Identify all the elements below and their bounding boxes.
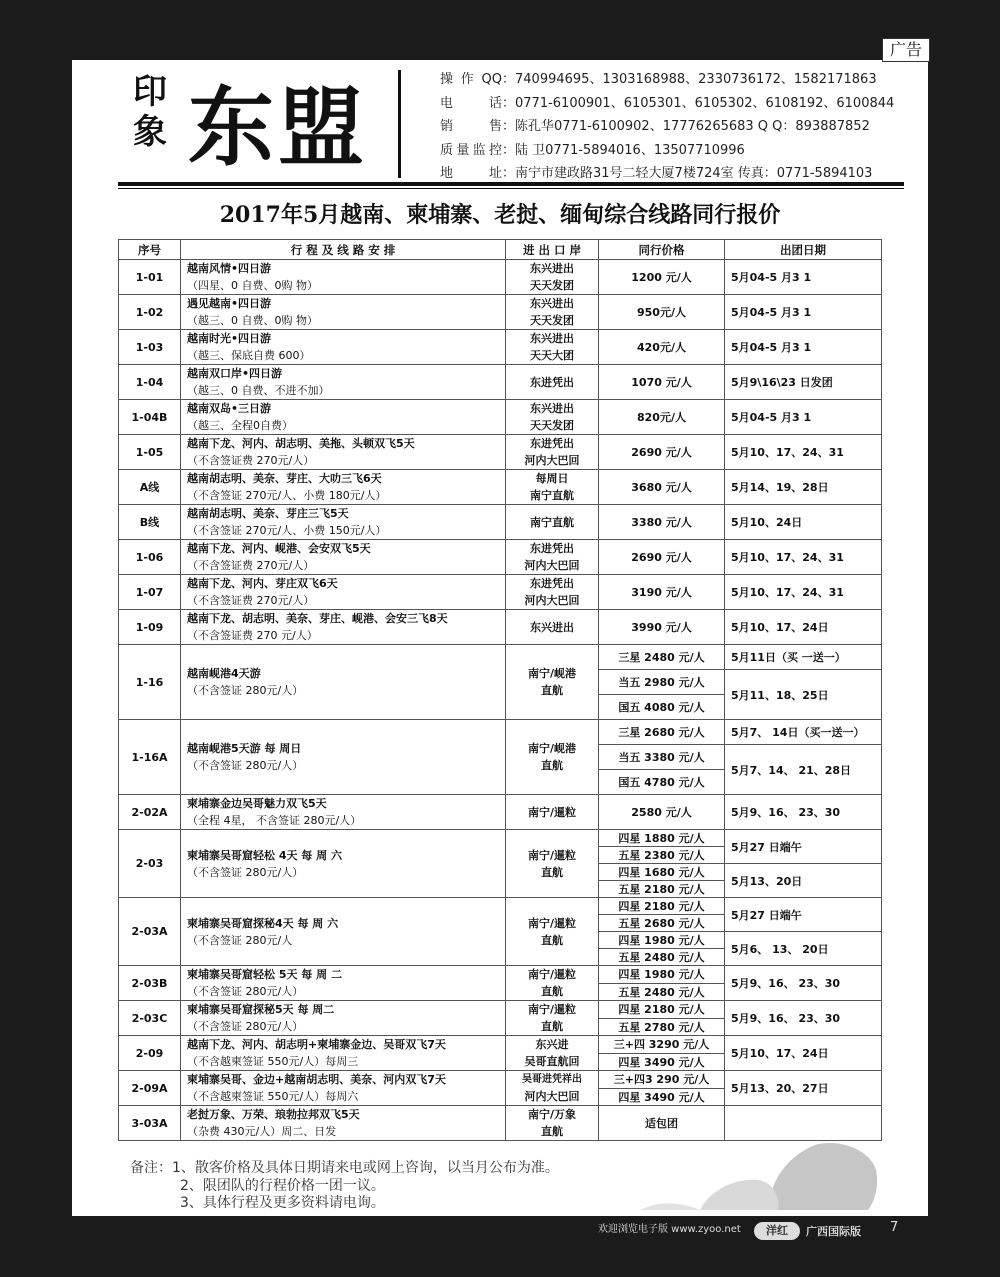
table-row [119, 575, 882, 610]
footer-edition: 广西国际版 [806, 1225, 861, 1238]
header-rule-thin [118, 188, 904, 189]
route-note: （不含签证费 270元/人） [187, 454, 315, 467]
route-note: （越三、保底自费 600） [187, 349, 311, 362]
port-cell [506, 795, 599, 830]
price-cell: 950元/人 [599, 295, 725, 330]
table-row [119, 540, 882, 575]
date-cell: 5月10、24日 [725, 505, 882, 540]
port-line: 河内大巴回 [524, 454, 580, 467]
table-row [119, 505, 882, 540]
route-cell [181, 610, 506, 645]
port-line: 直航 [541, 1020, 563, 1033]
route-name: 越南下龙、胡志明、美奈、芽庄、岘港、会安三飞8天 [187, 612, 448, 625]
date-cell: 5月13、20日 [725, 864, 882, 898]
price-cell: 三星 2680 元/人 [599, 720, 725, 745]
route-name: 越南时光•四日游 [187, 332, 272, 345]
price-cell: 当五 3380 元/人 [599, 745, 725, 770]
price-cell: 2690 元/人 [599, 435, 725, 470]
logo-divider [398, 70, 401, 178]
contact-label: 质量监控 [440, 142, 502, 158]
date-cell: 5月04-5 月3 1 [725, 400, 882, 435]
route-cell [181, 295, 506, 330]
route-note: （不含越柬签证 550元/人）每周六 [187, 1090, 359, 1103]
price-cell: 820元/人 [599, 400, 725, 435]
route-note: （不含签证 270元/人、小费 180元/人） [187, 489, 387, 502]
port-cell [506, 1001, 599, 1036]
price-cell: 五星 2480 元/人 [599, 983, 725, 1001]
port-line: 每周日 [535, 472, 569, 485]
port-line: 天天发团 [530, 314, 574, 327]
route-note: （全程 4星， 不含签证 280元/人） [187, 814, 362, 827]
port-cell [506, 1106, 599, 1141]
header-route: 行 程 及 线 路 安 排 [181, 240, 506, 260]
price-cell: 当五 2980 元/人 [599, 670, 725, 695]
price-cell: 3680 元/人 [599, 470, 725, 505]
date-cell: 5月10、17、24日 [725, 1036, 882, 1071]
route-name: 柬埔寨吴哥窟轻松 5天 每 周 二 [187, 968, 342, 981]
price-cell: 五星 2480 元/人 [599, 949, 725, 966]
port-cell [506, 898, 599, 966]
port-cell [506, 470, 599, 505]
date-cell: 5月10、17、24、31 [725, 540, 882, 575]
price-cell: 五星 2180 元/人 [599, 881, 725, 898]
route-name: 遇见越南•四日游 [187, 297, 272, 310]
port-line: 南宁/暹粒 [527, 848, 577, 862]
port-line: 直航 [541, 1125, 563, 1138]
table-row [119, 1036, 882, 1054]
note-row [130, 1160, 559, 1178]
route-id: A线 [119, 470, 181, 505]
price-cell: 3190 元/人 [599, 575, 725, 610]
port-cell [506, 540, 599, 575]
route-cell [181, 1071, 506, 1106]
price-cell: 五星 2380 元/人 [599, 847, 725, 864]
route-id: 1-04B [119, 400, 181, 435]
table-row [119, 470, 882, 505]
notes-block [130, 1160, 559, 1213]
route-note: （不含签证 270元/人、小费 150元/人） [187, 524, 387, 537]
route-name: 柬埔寨金边吴哥魅力双飞5天 [187, 797, 327, 810]
contact-row-quality: 质量监控：陆 卫0771-5894016、13507710996 [440, 139, 894, 163]
price-cell: 3990 元/人 [599, 610, 725, 645]
route-id: 2-09A [119, 1071, 181, 1106]
price-cell: 2690 元/人 [599, 540, 725, 575]
route-id: 1-05 [119, 435, 181, 470]
port-line: 东兴进出 [530, 332, 574, 345]
date-cell: 5月11日（买 一送一） [725, 645, 882, 670]
port-cell [506, 295, 599, 330]
port-line: 东兴进出 [530, 620, 574, 634]
note-row [130, 1178, 559, 1196]
price-cell: 五星 2680 元/人 [599, 915, 725, 932]
route-note: （不含签证 280元/人） [187, 684, 304, 697]
logo-main-text: 东盟 [188, 77, 368, 178]
price-cell: 适包团 [599, 1106, 725, 1141]
table-row [119, 610, 882, 645]
price-cell: 四星 3490 元/人 [599, 1088, 725, 1106]
price-cell: 三星 2480 元/人 [599, 645, 725, 670]
route-id: 1-16 [119, 645, 181, 720]
note-text: 3、具体行程及更多资料请电询。 [180, 1195, 385, 1211]
port-line: 东兴进 [535, 1038, 569, 1051]
route-id: 1-06 [119, 540, 181, 575]
port-line: 东进凭出 [530, 542, 574, 555]
port-cell [506, 966, 599, 1001]
table-header-row [119, 240, 882, 260]
page-number: 7 [890, 1220, 899, 1235]
port-line: 东兴进出 [530, 402, 574, 415]
footer-logo: 洋红 [754, 1222, 800, 1240]
route-cell [181, 966, 506, 1001]
port-line: 东进凭出 [530, 375, 574, 389]
date-cell: 5月27 日端午 [725, 898, 882, 932]
port-line: 直航 [541, 985, 563, 998]
contact-row-address: 地址：南宁市建政路31号二轻大厦7楼724室 传真：0771-5894103 [440, 162, 894, 186]
port-line: 天天大团 [530, 349, 574, 362]
note-text: 2、限团队的行程价格一团一议。 [180, 1177, 385, 1194]
price-cell: 四星 1880 元/人 [599, 830, 725, 847]
route-note: （越三、0 自费、0购 物） [187, 314, 318, 327]
route-cell [181, 830, 506, 898]
port-cell [506, 1071, 599, 1106]
contact-label: 操作QQ [440, 72, 502, 87]
table-row [119, 330, 882, 365]
header-rule-thick [118, 182, 904, 186]
note-row [130, 1195, 559, 1213]
table-row [119, 400, 882, 435]
port-cell [506, 330, 599, 365]
route-name: 老挝万象、万荣、琅勃拉邦双飞5天 [187, 1108, 360, 1121]
port-line: 东兴进出 [530, 297, 574, 310]
port-line: 吴哥直航回 [524, 1055, 580, 1068]
route-name: 越南胡志明、美奈、芽庄、大叻三飞6天 [187, 472, 382, 485]
port-cell [506, 1036, 599, 1071]
port-line: 南宁/暹粒 [527, 805, 577, 819]
price-cell: 四星 3490 元/人 [599, 1053, 725, 1071]
route-cell [181, 365, 506, 400]
route-note: （越三、全程0自费） [187, 419, 293, 432]
price-cell: 1200 元/人 [599, 260, 725, 295]
route-cell [181, 720, 506, 795]
price-table [118, 239, 882, 1141]
route-name: 柬埔寨吴哥窟探秘5天 每 周二 [187, 1003, 335, 1016]
route-id: 2-03 [119, 830, 181, 898]
route-note: （不含越柬签证 550元/人）每周三 [187, 1055, 359, 1068]
route-name: 柬埔寨吴哥、金边+越南胡志明、美奈、河内双飞7天 [187, 1073, 446, 1086]
header-port: 进 出 口 岸 [506, 240, 599, 260]
route-name: 越南双口岸•四日游 [187, 367, 283, 380]
route-note: （杂费 430元/人）周二、日发 [187, 1125, 337, 1138]
port-line: 直航 [541, 759, 563, 772]
port-cell [506, 260, 599, 295]
route-id: 2-03A [119, 898, 181, 966]
port-cell [506, 645, 599, 720]
price-cell: 四星 1980 元/人 [599, 966, 725, 984]
header-price: 同行价格 [599, 240, 725, 260]
table-row [119, 720, 882, 745]
port-line: 天天发团 [530, 279, 574, 292]
contact-label: 电话 [440, 95, 502, 111]
port-cell [506, 435, 599, 470]
route-name: 越南下龙、河内、胡志明、美拖、头顿双飞5天 [187, 437, 415, 450]
contact-row-phone: 电话：0771-6100901、6105301、6105302、6108192、6100844 [440, 92, 894, 116]
port-line: 南宁直航 [530, 515, 574, 529]
port-line: 河内大巴回 [524, 1090, 580, 1103]
route-id: 2-03B [119, 966, 181, 1001]
route-name: 柬埔寨吴哥窟探秘4天 每 周 六 [187, 916, 339, 930]
port-line: 河内大巴回 [524, 594, 580, 607]
route-note: （不含签证费 270元/人） [187, 594, 315, 607]
route-cell [181, 435, 506, 470]
price-cell: 国五 4080 元/人 [599, 695, 725, 720]
route-note: （不含签证 280元/人） [187, 759, 304, 772]
route-note: （不含签证 280元/人 [187, 933, 293, 947]
table-row [119, 1001, 882, 1019]
date-cell: 5月27 日端午 [725, 830, 882, 864]
route-name: 越南风情•四日游 [187, 262, 272, 275]
date-cell: 5月04-5 月3 1 [725, 295, 882, 330]
table-row [119, 435, 882, 470]
route-id: 2-09 [119, 1036, 181, 1071]
route-note: （四星、0 自费、0购 物） [187, 279, 318, 292]
table-row [119, 295, 882, 330]
port-line: 河内大巴回 [524, 559, 580, 572]
route-note: （越三、0 自费、不进不加） [187, 384, 330, 397]
table-row [119, 365, 882, 400]
port-line: 天天发团 [530, 419, 574, 432]
price-cell: 国五 4780 元/人 [599, 770, 725, 795]
route-id: 2-02A [119, 795, 181, 830]
route-name: 柬埔寨吴哥窟轻松 4天 每 周 六 [187, 848, 342, 862]
port-line: 东兴进出 [530, 262, 574, 275]
date-cell: 5月9\16\23 日发团 [725, 365, 882, 400]
table-row [119, 966, 882, 984]
note-text: 1、散客价格及具体日期请来电或网上咨询，以当月公布为准。 [172, 1160, 559, 1176]
contact-value: 陈孔华0771-6100902、17776265683 Q Q：893887852 [515, 119, 870, 134]
route-cell [181, 575, 506, 610]
port-line: 东进凭出 [530, 577, 574, 590]
table-row [119, 830, 882, 847]
logo-char-xiang: 象 [133, 112, 167, 152]
route-cell [181, 260, 506, 295]
port-line: 南宁/岘港 [527, 742, 577, 755]
price-cell: 四星 1980 元/人 [599, 932, 725, 949]
price-cell: 四星 2180 元/人 [599, 1001, 725, 1019]
route-cell [181, 540, 506, 575]
date-cell: 5月7、14、 21、28日 [725, 745, 882, 795]
date-cell: 5月14、19、28日 [725, 470, 882, 505]
karst-rock-illustration [640, 1060, 880, 1210]
price-cell: 2580 元/人 [599, 795, 725, 830]
logo-small-characters [128, 72, 172, 152]
route-id: 1-04 [119, 365, 181, 400]
route-id: 1-16A [119, 720, 181, 795]
price-cell: 1070 元/人 [599, 365, 725, 400]
port-cell [506, 505, 599, 540]
port-line: 南宁/暹粒 [527, 968, 577, 981]
notes-label: 备注： [130, 1160, 172, 1176]
date-cell: 5月04-5 月3 1 [725, 330, 882, 365]
route-id: 3-03A [119, 1106, 181, 1141]
date-cell: 5月7、 14日（买一送一） [725, 720, 882, 745]
contact-label: 地址 [440, 166, 502, 181]
route-id: 1-02 [119, 295, 181, 330]
route-cell [181, 470, 506, 505]
route-cell [181, 400, 506, 435]
table-row [119, 898, 882, 915]
header-date: 出团日期 [725, 240, 882, 260]
date-cell: 5月11、18、25日 [725, 670, 882, 720]
port-line: 直航 [541, 684, 563, 697]
route-name: 越南下龙、河内、岘港、会安双飞5天 [187, 542, 371, 555]
date-cell: 5月10、17、24、31 [725, 575, 882, 610]
route-cell [181, 1106, 506, 1141]
table-row [119, 260, 882, 295]
route-cell [181, 1036, 506, 1071]
footer-browse-text: 欢迎浏览电子版 www.zyoo.net [598, 1224, 741, 1235]
route-cell [181, 645, 506, 720]
route-note: （不含签证 280元/人） [187, 985, 304, 998]
contact-row-qq: 操作QQ：740994695、1303168988、2330736172、1582171863 [440, 68, 894, 92]
contact-value: 陆 卫0771-5894016、13507710996 [515, 142, 745, 158]
contact-row-sales: 销售：陈孔华0771-6100902、17776265683 Q Q：893887852 [440, 115, 894, 139]
route-note: （不含签证费 270 元/人） [187, 629, 318, 642]
port-line: 南宁/暹粒 [527, 1003, 577, 1016]
route-id: 1-03 [119, 330, 181, 365]
port-line: 南宁/暹粒 [527, 916, 577, 930]
ad-tag: 广告 [882, 38, 930, 62]
route-id: 1-09 [119, 610, 181, 645]
header-id: 序号 [119, 240, 181, 260]
contact-value: 740994695、1303168988、2330736172、1582171863 [515, 72, 877, 87]
port-line: 南宁直航 [530, 489, 574, 502]
table-row [119, 795, 882, 830]
route-cell [181, 1001, 506, 1036]
route-note: （不含签证 280元/人） [187, 865, 304, 879]
route-name: 越南双岛•三日游 [187, 402, 272, 415]
route-name: 越南下龙、河内、芽庄双飞6天 [187, 577, 338, 590]
port-line: 南宁/万象 [527, 1108, 577, 1121]
date-cell: 5月13、20、27日 [725, 1071, 882, 1106]
port-line: 吴哥进凭祥出 [522, 1074, 582, 1085]
port-cell [506, 610, 599, 645]
contact-block [440, 68, 894, 186]
port-cell [506, 365, 599, 400]
route-name: 越南岘港5天游 每 周日 [187, 742, 302, 755]
date-cell: 5月9、16、 23、30 [725, 1001, 882, 1036]
date-cell: 5月9、16、 23、30 [725, 795, 882, 830]
contact-label: 销售 [440, 119, 502, 134]
date-cell: 5月10、17、24、31 [725, 435, 882, 470]
price-cell: 四星 1680 元/人 [599, 864, 725, 881]
port-line: 东进凭出 [530, 437, 574, 450]
price-cell: 三+四3 290 元/人 [599, 1071, 725, 1089]
price-cell: 3380 元/人 [599, 505, 725, 540]
route-note: （不含签证费 270元/人） [187, 559, 315, 572]
route-name: 越南岘港4天游 [187, 667, 261, 680]
contact-value: 南宁市建政路31号二轻大厦7楼724室 传真：0771-5894103 [515, 166, 873, 181]
date-cell: 5月6、 13、 20日 [725, 932, 882, 966]
route-cell [181, 795, 506, 830]
route-name: 越南胡志明、美奈、芽庄三飞5天 [187, 507, 349, 520]
price-cell: 420元/人 [599, 330, 725, 365]
port-line: 直航 [541, 933, 563, 947]
price-cell: 三+四 3290 元/人 [599, 1036, 725, 1054]
port-cell [506, 720, 599, 795]
port-cell [506, 575, 599, 610]
table-row [119, 645, 882, 670]
route-id: 1-07 [119, 575, 181, 610]
port-line: 南宁/岘港 [527, 667, 577, 680]
route-note: （不含签证 280元/人） [187, 1020, 304, 1033]
route-id: 2-03C [119, 1001, 181, 1036]
route-cell [181, 505, 506, 540]
route-cell [181, 330, 506, 365]
port-cell [506, 400, 599, 435]
contact-value: 0771-6100901、6105301、6105302、6108192、6100844 [515, 95, 895, 111]
port-line: 直航 [541, 865, 563, 879]
date-cell: 5月04-5 月3 1 [725, 260, 882, 295]
route-name: 越南下龙、河内、胡志明+柬埔寨金边、吴哥双飞7天 [187, 1038, 446, 1051]
date-cell: 5月10、17、24日 [725, 610, 882, 645]
route-cell [181, 898, 506, 966]
port-cell [506, 830, 599, 898]
price-cell: 五星 2780 元/人 [599, 1018, 725, 1036]
route-id: B线 [119, 505, 181, 540]
route-id: 1-01 [119, 260, 181, 295]
page-title: 2017年5月越南、柬埔寨、老挝、缅甸综合线路同行报价 [219, 202, 781, 228]
logo-char-yin: 印 [133, 72, 167, 112]
price-cell: 四星 2180 元/人 [599, 898, 725, 915]
date-cell: 5月9、16、 23、30 [725, 966, 882, 1001]
